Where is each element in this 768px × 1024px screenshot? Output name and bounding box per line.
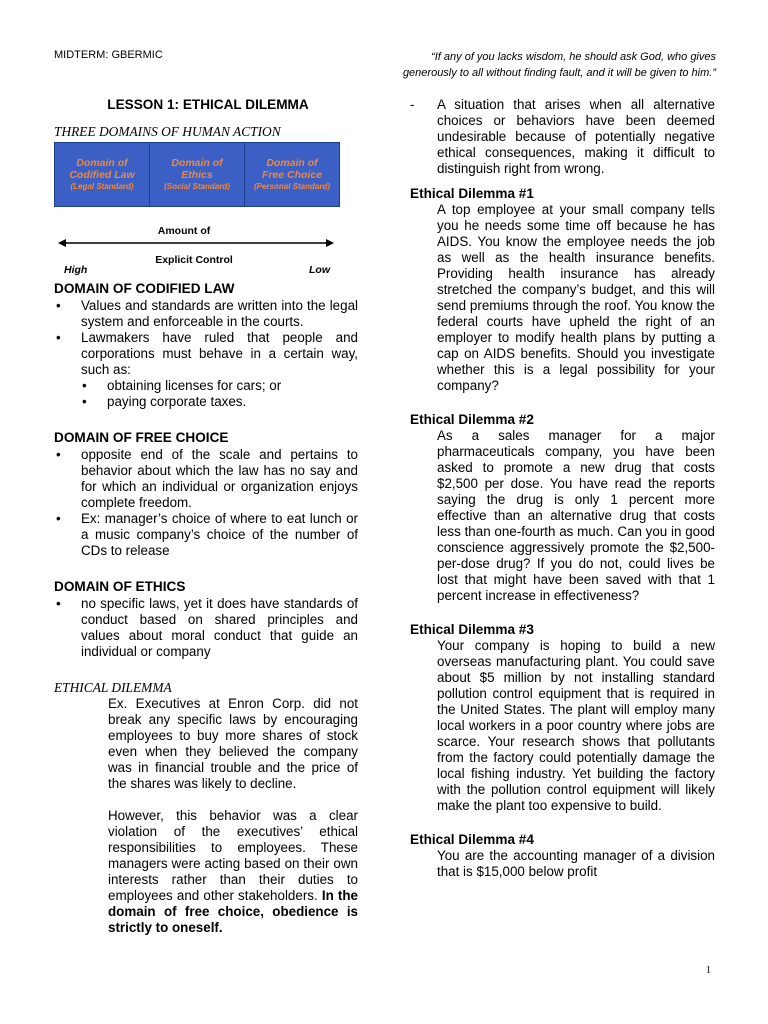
dilemma-definition <box>410 97 715 177</box>
ethics-list <box>54 596 358 660</box>
domain-standard: (Social Standard) <box>164 182 230 191</box>
domain-label-line2: Codified Law <box>69 169 135 181</box>
enron-example: Ex. Executives at Enron Corp. did not break any specific laws by encouraging employees to buy more shares of stock even when they believed the company was in financial trouble and the price of the shares was likely to decline. <box>108 696 358 791</box>
dilemma-2-body: As a sales manager for a major pharmaceuticals company, you have been asked to promote a new drug that costs $2,500 per dose. You have read the reports saying the drug is only 1 percent more effective than an alternative drug that costs less than one-fourth as much. Can you in good conscience aggressively promote the $2,500-per-dose drug? If you do not, could lives be lost that might have been saved with that 1 percent increase in effectiveness? <box>437 428 715 603</box>
dilemma-3-body: Your company is hoping to build a new overseas manufacturing plant. You could save about $5 million by not installing standard pollution control equipment that is required in the United States. The plant will employ many local workers in a poor country where jobs are scarce. Your research shows that pollutants from the factory could potentially damage the local fishing industry. Yet building the factory with the pollution control equipment will likely make the plant too expensive to build. <box>437 638 715 813</box>
ethics-heading: DOMAIN OF ETHICS <box>54 579 186 594</box>
double-arrow-icon <box>58 238 334 248</box>
domain-standard: (Personal Standard) <box>253 182 330 191</box>
domain-standard: (Legal Standard) <box>70 182 134 191</box>
domain-label-line1: Domain of <box>171 157 223 169</box>
header-quote <box>360 49 716 81</box>
definition-text: A situation that arises when all alternative choices or behaviors have been deemed undesirable because of potentially negative ethical consequences, making it difficult to distinguish right from wrong. <box>437 97 715 176</box>
list-item-text: Lawmakers have ruled that people and corporations must behave in a certain way, such as: <box>81 330 358 377</box>
scale-high-label: High <box>64 264 88 276</box>
list-item: • opposite end of the scale and pertains to behavior about which the law has no say and for which an individual or organization enjoys complete freedom. <box>54 447 358 511</box>
domain-box-codified-law <box>55 143 150 206</box>
left-column <box>54 97 358 936</box>
scale-explicit-label: Explicit Control <box>155 254 233 266</box>
scale-amount-label: Amount of <box>157 225 211 237</box>
course-header: MIDTERM: GBERMIC <box>54 49 163 61</box>
domain-box-ethics <box>150 143 245 206</box>
codified-law-list <box>54 298 358 378</box>
sub-list-item: • paying corporate taxes. <box>54 394 358 410</box>
free-choice-list <box>54 447 358 559</box>
list-item: • Ex: manager’s choice of where to eat lunch or a music company’s choice of the number of CDs to release <box>54 511 358 559</box>
page-number: 1 <box>706 965 711 976</box>
domains-diagram <box>54 142 340 207</box>
dilemma-1-body: A top employee at your small company tells you he needs some time off because he has AIDS. You know the employee needs the job as well as the health insurance benefits. Providing health insurance has already stretched the company’s budget, and this will send premiums through the roof. You know the federal courts have upheld the right of an employer to modify health plans by putting a cap on AIDS benefits. Should you investigate whether this is a legal possibility for your company? <box>437 202 715 393</box>
free-choice-note: In the domain of free choice, obedience is strictly to oneself. <box>108 888 358 935</box>
dilemma-1-heading: Ethical Dilemma #1 <box>410 186 534 201</box>
violation-text: However, this behavior was a clear violation of the executives’ ethical responsibilities to employees. These managers were acting based on their own interests rather than their duties to employees and other stakeholders. <box>108 808 358 903</box>
dash-marker: - <box>410 97 415 112</box>
lesson-title: LESSON 1: ETHICAL DILEMMA <box>107 97 309 112</box>
free-choice-heading: DOMAIN OF FREE CHOICE <box>54 430 229 445</box>
list-item: • no specific laws, yet it does have standards of conduct based on shared principles and values about moral conduct that guide an individual or company <box>54 596 358 660</box>
dilemma-4-body: You are the accounting manager of a division that is $15,000 below profit <box>437 848 715 879</box>
dilemma-2-heading: Ethical Dilemma #2 <box>410 412 534 427</box>
header-quote-line2: generously to all without finding fault, and it will be given to him.” <box>402 67 716 79</box>
domain-label-line2: Free Choice <box>261 169 323 181</box>
domain-label-line2: Ethics <box>181 169 213 181</box>
sub-list-item: • obtaining licenses for cars; or <box>54 378 358 394</box>
scale-low-label: Low <box>309 264 330 276</box>
list-item <box>54 330 358 378</box>
domain-label-line1: Domain of <box>266 157 318 169</box>
dilemma-3-heading: Ethical Dilemma #3 <box>410 622 534 637</box>
domain-box-free-choice <box>245 143 339 206</box>
header-quote-line1: “If any of you lacks wisdom, he should ask God, who gives <box>431 51 716 63</box>
codified-law-heading: DOMAIN OF CODIFIED LAW <box>54 281 235 296</box>
domain-label-line1: Domain of <box>76 157 128 169</box>
control-scale <box>54 210 334 276</box>
right-column <box>410 97 715 880</box>
list-item: • Values and standards are written into the legal system and enforceable in the courts. <box>54 298 358 330</box>
ethical-dilemma-heading: ETHICAL DILEMMA <box>54 680 172 695</box>
domains-heading: THREE DOMAINS OF HUMAN ACTION <box>54 124 281 139</box>
dilemma-4-heading: Ethical Dilemma #4 <box>410 832 534 847</box>
violation-paragraph <box>54 808 358 936</box>
codified-law-sublist <box>54 378 358 410</box>
